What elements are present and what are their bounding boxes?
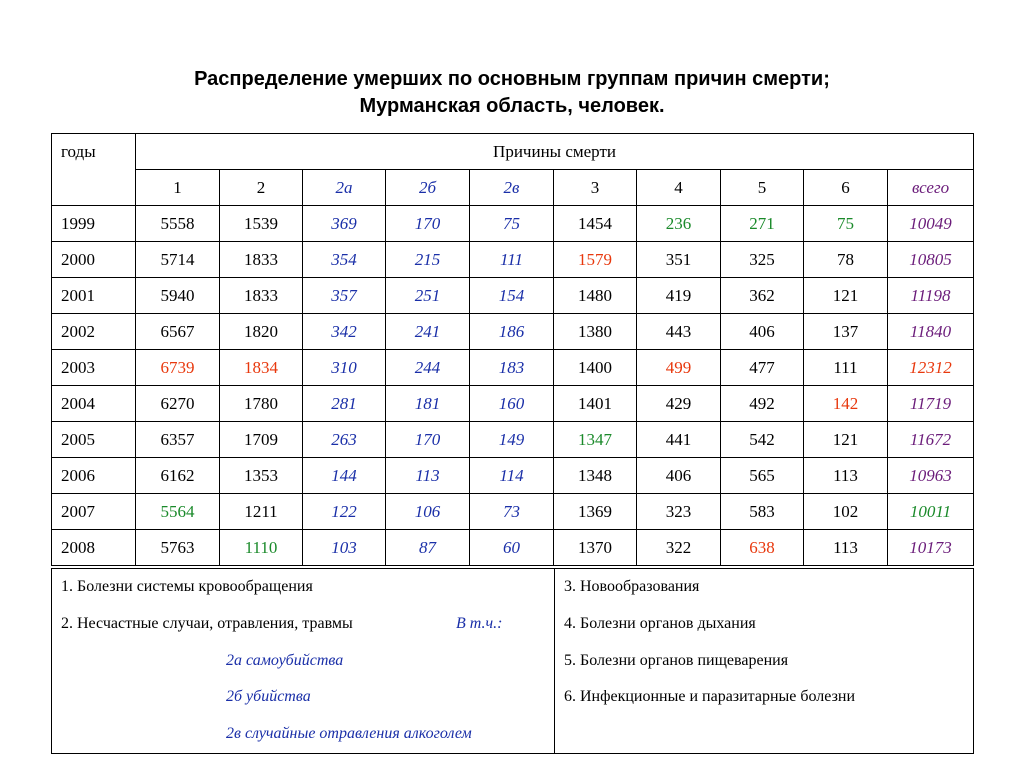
year-cell: 2000 — [52, 242, 136, 278]
legend-item-2: 2. Несчастные случаи, отравления, травмы — [61, 615, 353, 632]
value-cell: 1348 — [554, 458, 637, 494]
value-cell: 244 — [386, 350, 470, 386]
legend-item-1: 1. Болезни системы кровообращения — [61, 578, 313, 595]
year-cell: 2004 — [52, 386, 136, 422]
value-cell: 12312 — [888, 350, 974, 386]
table-row — [52, 386, 974, 422]
value-cell: 144 — [303, 458, 386, 494]
value-cell: 477 — [721, 350, 804, 386]
value-cell: 113 — [804, 530, 888, 566]
year-cell: 2007 — [52, 494, 136, 530]
value-cell: 406 — [637, 458, 721, 494]
value-cell: 1454 — [554, 206, 637, 242]
value-cell: 1833 — [220, 242, 303, 278]
value-cell: 10173 — [888, 530, 974, 566]
table-row — [52, 530, 974, 566]
table-row — [52, 278, 974, 314]
year-cell: 2003 — [52, 350, 136, 386]
value-cell: 215 — [386, 242, 470, 278]
value-cell: 1347 — [554, 422, 637, 458]
value-cell: 1400 — [554, 350, 637, 386]
year-cell: 2001 — [52, 278, 136, 314]
value-cell: 102 — [804, 494, 888, 530]
legend-item-2b: 2б убийства — [226, 688, 311, 705]
value-cell: 5714 — [136, 242, 220, 278]
table-row — [52, 206, 974, 242]
column-header-3: 2а — [303, 170, 386, 206]
value-cell: 75 — [470, 206, 554, 242]
value-cell: 492 — [721, 386, 804, 422]
value-cell: 142 — [804, 386, 888, 422]
value-cell: 542 — [721, 422, 804, 458]
causes-header: Причины смерти — [136, 134, 974, 170]
year-cell: 2002 — [52, 314, 136, 350]
value-cell: 106 — [386, 494, 470, 530]
value-cell: 181 — [386, 386, 470, 422]
value-cell: 1110 — [220, 530, 303, 566]
value-cell: 10805 — [888, 242, 974, 278]
value-cell: 342 — [303, 314, 386, 350]
value-cell: 1833 — [220, 278, 303, 314]
value-cell: 263 — [303, 422, 386, 458]
value-cell: 6162 — [136, 458, 220, 494]
value-cell: 1353 — [220, 458, 303, 494]
value-cell: 60 — [470, 530, 554, 566]
value-cell: 10011 — [888, 494, 974, 530]
value-cell: 1480 — [554, 278, 637, 314]
value-cell: 1780 — [220, 386, 303, 422]
value-cell: 6270 — [136, 386, 220, 422]
legend-left — [52, 569, 555, 754]
value-cell: 5558 — [136, 206, 220, 242]
value-cell: 236 — [637, 206, 721, 242]
value-cell: 1709 — [220, 422, 303, 458]
value-cell: 322 — [637, 530, 721, 566]
value-cell: 1369 — [554, 494, 637, 530]
column-header-8: 5 — [721, 170, 804, 206]
column-header-2: 2 — [220, 170, 303, 206]
value-cell: 357 — [303, 278, 386, 314]
value-cell: 183 — [470, 350, 554, 386]
value-cell: 160 — [470, 386, 554, 422]
column-header-9: 6 — [804, 170, 888, 206]
column-header-10: всего — [888, 170, 974, 206]
value-cell: 6357 — [136, 422, 220, 458]
table-row — [52, 350, 974, 386]
value-cell: 5564 — [136, 494, 220, 530]
value-cell: 441 — [637, 422, 721, 458]
legend-item-4: 4. Болезни органов дыхания — [564, 615, 756, 632]
value-cell: 11672 — [888, 422, 974, 458]
legend-item-2a: 2а самоубийства — [226, 652, 344, 669]
table-row — [52, 242, 974, 278]
table-body — [52, 206, 974, 566]
legend-table — [51, 568, 974, 754]
value-cell: 251 — [386, 278, 470, 314]
value-cell: 113 — [386, 458, 470, 494]
value-cell: 10049 — [888, 206, 974, 242]
page-title — [0, 66, 1024, 120]
value-cell: 6739 — [136, 350, 220, 386]
year-cell: 2006 — [52, 458, 136, 494]
value-cell: 11719 — [888, 386, 974, 422]
value-cell: 281 — [303, 386, 386, 422]
year-cell: 2008 — [52, 530, 136, 566]
column-header-6: 3 — [554, 170, 637, 206]
value-cell: 354 — [303, 242, 386, 278]
value-cell: 1579 — [554, 242, 637, 278]
years-header: годы — [52, 134, 136, 206]
value-cell: 583 — [721, 494, 804, 530]
value-cell: 111 — [470, 242, 554, 278]
legend-item-6: 6. Инфекционные и паразитарные болезни — [564, 688, 856, 705]
value-cell: 429 — [637, 386, 721, 422]
value-cell: 499 — [637, 350, 721, 386]
value-cell: 137 — [804, 314, 888, 350]
value-cell: 406 — [721, 314, 804, 350]
legend-right — [555, 569, 974, 754]
value-cell: 323 — [637, 494, 721, 530]
table-row — [52, 494, 974, 530]
value-cell: 5940 — [136, 278, 220, 314]
legend-item-2v: 2в случайные отравления алкоголем — [226, 725, 472, 742]
value-cell: 638 — [721, 530, 804, 566]
value-cell: 310 — [303, 350, 386, 386]
value-cell: 121 — [804, 422, 888, 458]
value-cell: 186 — [470, 314, 554, 350]
year-cell: 2005 — [52, 422, 136, 458]
value-cell: 10963 — [888, 458, 974, 494]
table-row — [52, 422, 974, 458]
value-cell: 1401 — [554, 386, 637, 422]
value-cell: 154 — [470, 278, 554, 314]
value-cell: 1539 — [220, 206, 303, 242]
value-cell: 73 — [470, 494, 554, 530]
value-cell: 113 — [804, 458, 888, 494]
column-header-row — [52, 170, 974, 206]
value-cell: 1370 — [554, 530, 637, 566]
title-line-2: Мурманская область, человек. — [359, 95, 665, 117]
value-cell: 271 — [721, 206, 804, 242]
value-cell: 121 — [804, 278, 888, 314]
column-header-5: 2в — [470, 170, 554, 206]
table-row — [52, 314, 974, 350]
title-line-1: Распределение умерших по основным группам причин смерти; — [194, 68, 830, 90]
value-cell: 78 — [804, 242, 888, 278]
value-cell: 419 — [637, 278, 721, 314]
value-cell: 111 — [804, 350, 888, 386]
value-cell: 325 — [721, 242, 804, 278]
value-cell: 5763 — [136, 530, 220, 566]
value-cell: 103 — [303, 530, 386, 566]
legend-item-2-note: В т.ч.: — [456, 615, 503, 632]
value-cell: 87 — [386, 530, 470, 566]
value-cell: 1211 — [220, 494, 303, 530]
value-cell: 11198 — [888, 278, 974, 314]
year-cell: 1999 — [52, 206, 136, 242]
column-header-4: 2б — [386, 170, 470, 206]
value-cell: 351 — [637, 242, 721, 278]
mortality-table — [51, 133, 974, 566]
value-cell: 443 — [637, 314, 721, 350]
value-cell: 369 — [303, 206, 386, 242]
column-header-7: 4 — [637, 170, 721, 206]
value-cell: 565 — [721, 458, 804, 494]
legend-item-5: 5. Болезни органов пищеварения — [564, 652, 789, 669]
value-cell: 114 — [470, 458, 554, 494]
value-cell: 6567 — [136, 314, 220, 350]
table-row — [52, 458, 974, 494]
value-cell: 11840 — [888, 314, 974, 350]
column-header-1: 1 — [136, 170, 220, 206]
value-cell: 122 — [303, 494, 386, 530]
legend-item-3: 3. Новообразования — [564, 578, 700, 595]
value-cell: 362 — [721, 278, 804, 314]
value-cell: 170 — [386, 206, 470, 242]
value-cell: 149 — [470, 422, 554, 458]
value-cell: 241 — [386, 314, 470, 350]
value-cell: 1380 — [554, 314, 637, 350]
value-cell: 75 — [804, 206, 888, 242]
value-cell: 170 — [386, 422, 470, 458]
value-cell: 1834 — [220, 350, 303, 386]
value-cell: 1820 — [220, 314, 303, 350]
